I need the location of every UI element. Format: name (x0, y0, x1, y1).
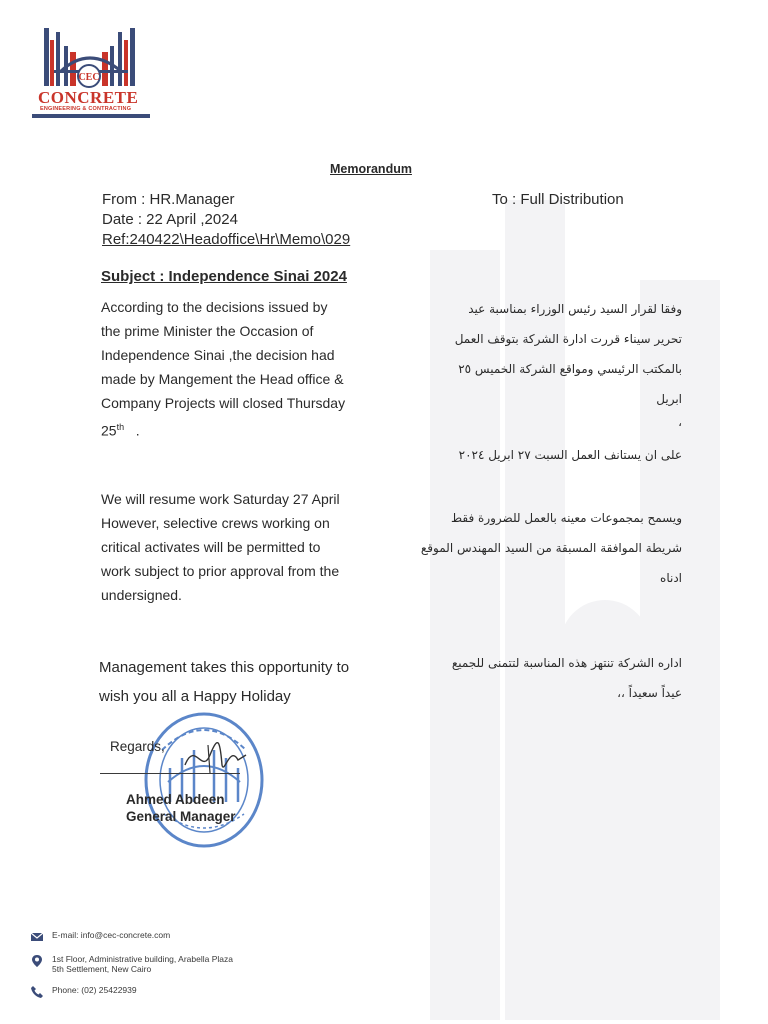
footer-address (30, 954, 233, 974)
english-paragraph-3 (99, 653, 349, 711)
text-line: made by Mangement the Head office & (101, 371, 344, 387)
arabic-line: ابريل (656, 392, 682, 406)
phone-icon (30, 985, 44, 999)
text-line: wish you all a Happy Holiday (99, 688, 291, 705)
logo-underline (32, 114, 150, 118)
day-number: 25 (101, 422, 117, 439)
english-paragraph-2 (101, 487, 381, 607)
logo-subtitle: ENGINEERING & CONTRACTING (40, 106, 132, 112)
signatory-name: Ahmed Abdeen (126, 792, 225, 807)
arabic-line: على ان يستانف العمل السبت ٢٧ ابريل ٢٠٢٤ (458, 448, 682, 462)
company-stamp (142, 710, 266, 850)
footer-email (30, 930, 170, 944)
arabic-line: تحرير سيناء قررت ادارة الشركة بتوقف العمل (454, 332, 682, 346)
text-line-day (101, 415, 381, 443)
arabic-paragraph-3 (392, 503, 682, 593)
signature-regards: Regards, (110, 739, 165, 754)
text-line: Company Projects will closed Thursday (101, 395, 346, 411)
arabic-paragraph-1 (392, 294, 682, 430)
memo-from: From : HR.Manager (102, 191, 235, 208)
text-line: Management takes this opportunity to (99, 659, 350, 676)
day-period: . (135, 422, 140, 439)
address-line-1: 1st Floor, Administrative building, Arabella Plaza (52, 954, 233, 964)
arabic-line: ، (678, 415, 682, 429)
arabic-paragraph-4 (392, 648, 682, 708)
arabic-line: شريطة الموافقة المسبقة من السيد المهندس الموقع (420, 541, 682, 555)
text-line: critical activates will be permitted to (101, 539, 321, 555)
memo-heading: Memorandum (330, 162, 412, 176)
arabic-line: اداره الشركة تنتهز هذه المناسبة لتتمنى للجميع (451, 656, 682, 670)
memo-to: To : Full Distribution (492, 191, 624, 208)
english-paragraph-1 (101, 295, 381, 443)
footer-email-text: E-mail: info@cec-concrete.com (52, 930, 171, 940)
memo-date: Date : 22 April ,2024 (102, 211, 238, 228)
arabic-line: وفقا لقرار السيد رئيس الوزراء بمناسبة عيد (468, 302, 682, 316)
arabic-line: عيداً سعيداً ،، (617, 686, 682, 700)
location-pin-icon (30, 954, 44, 968)
address-line-2: 5th Settlement, New Cairo (52, 964, 152, 974)
signature-line (100, 773, 240, 774)
arabic-paragraph-2 (392, 440, 682, 470)
text-line: However, selective crews working on (101, 515, 330, 531)
arabic-line: ويسمح بمجموعات معينه بالعمل للضرورة فقط (451, 511, 682, 525)
signatory-title: General Manager (126, 809, 236, 824)
footer-phone (30, 985, 137, 999)
footer-phone-text: Phone: (02) 25422939 (52, 985, 137, 995)
memo-ref: Ref:240422\Headoffice\Hr\Memo\029 (102, 231, 351, 248)
arabic-line: بالمكتب الرئيسي ومواقع الشركة الخميس ٢٥ (458, 362, 682, 376)
day-suffix: th (116, 422, 125, 432)
logo-wordmark: CONCRETE (38, 88, 139, 107)
arabic-line: ادناه (660, 571, 682, 585)
text-line: the prime Minister the Occasion of (101, 323, 314, 339)
text-line: Independence Sinai ,the decision had (101, 347, 335, 363)
text-line: According to the decisions issued by (101, 299, 328, 315)
footer-address-text (52, 954, 233, 974)
text-line: undersigned. (101, 587, 182, 603)
text-line: work subject to prior approval from the (101, 563, 340, 579)
envelope-icon (30, 930, 44, 944)
memo-subject: Subject : Independence Sinai 2024 (101, 268, 347, 285)
text-line: We will resume work Saturday 27 April (101, 491, 340, 507)
logo-initials: CEC (78, 72, 100, 83)
